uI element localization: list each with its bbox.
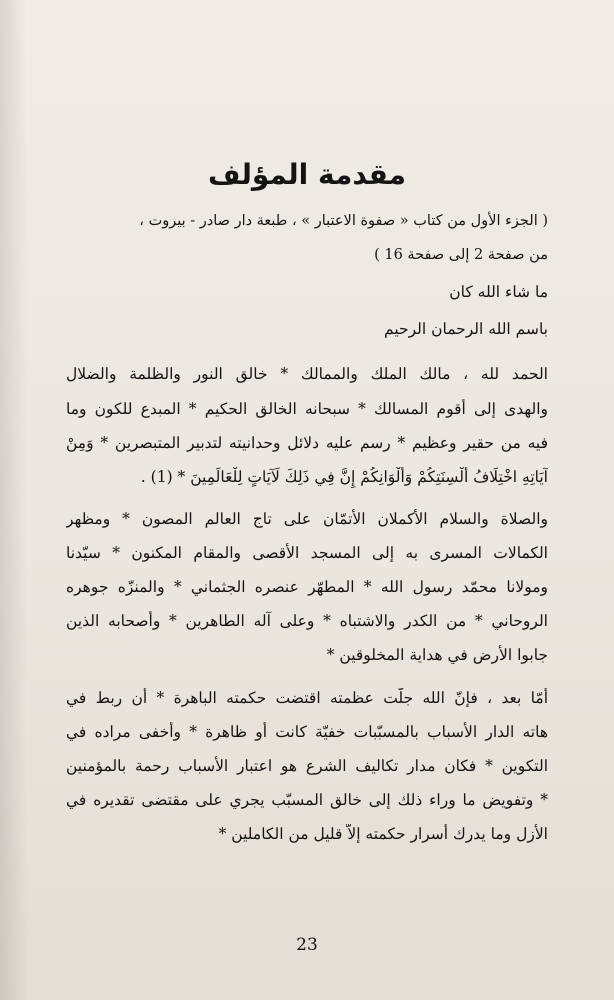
paragraph-line: فيه من حقير وعظيم * رسم عليه دلائل وحدانيته لتدبير المتبصرين * وَمِنْ [66,434,548,452]
paragraph-line: جابوا الأرض في هداية المخلوقين * [326,646,548,664]
paragraph-line: الكمالات المسرى به إلى المسجد الأقصى والمقام المكنون * سيّدنا [66,544,548,562]
paragraph-line: التكوين * فكان مدار تكاليف الشرع هو اعتبار الأسباب رحمة بالمؤمنين [66,757,548,775]
paragraph-line: * وتفويض ما وراء ذلك إلى خالق المسبّب يجري على مقتضى تقديره في [66,791,548,809]
page-number: 23 [296,935,318,955]
source-note-line: من صفحة 2 إلى صفحة 16 ) [374,247,548,263]
paragraph-line: والصلاة والسلام الأكملان الأتمّان على تاج العالم المصون * ومظهر [66,510,548,528]
page-gutter-shadow [0,0,28,1000]
paragraph-line: هاته الدار الأسباب بالمسبّبات خفيّة كانت أو ظاهرة * وأخفى مراده في [66,723,548,741]
paragraph-line: ومولانا محمّد رسول الله * المطهّر عنصره الجثماني * والمنزّه جوهره [66,578,548,596]
paragraph-line: الحمد لله ، مالك الملك والممالك * خالق النور والظلمة والضلال [66,365,548,383]
paragraph-line: أمّا بعد ، فإنّ الله جلّت عظمته اقتضت حكمته الباهرة * أن ربط في [66,689,548,707]
paragraph-line: الروحاني * من الكدر والاشتباه * وعلى آله الطاهرين * وأصحابه الذين [66,612,548,630]
invocation-line: ما شاء الله كان [449,283,548,301]
source-note-line: ( الجزء الأول من كتاب « صفوة الاعتبار » ، طبعة دار صادر - بيروت ، [139,213,548,229]
quran-verse-line: آيَاتِهِ اخْتِلَافُ أَلْسِنَتِكُمْ وَأَلْوَانِكُمْ إِنَّ فِي ذَلِكَ لَآيَاتٍ لِلْعَالَمِينَ * (1) . [140,468,548,486]
paragraph-line: والهدى إلى أقوم المسالك * سبحانه الخالق الحكيم * المبدع للكون وما [66,400,548,418]
chapter-title: مقدمة المؤلف [207,158,407,191]
paragraph-line: الأزل وما يدرك أسرار حكمته إلاّ قليل من الكاملين * [218,825,548,843]
basmala-line: باسم الله الرحمان الرحيم [384,320,548,338]
